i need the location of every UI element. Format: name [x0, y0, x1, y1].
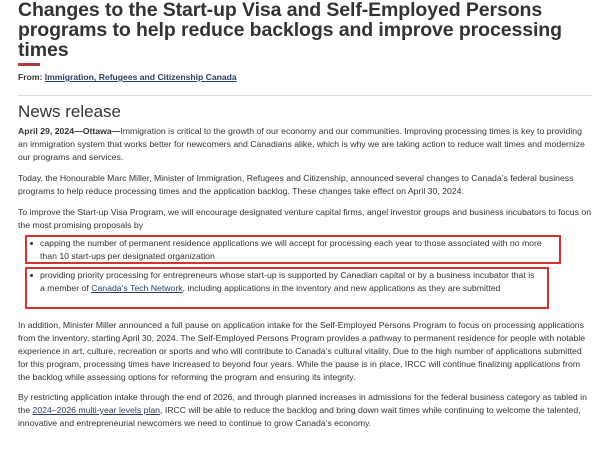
intake-text-a: By restricting application intake through the end of 2026, and through planned increases in admissions for the federal business category as tabled in the: [18, 392, 587, 415]
paragraph-self-employed: In addition, Minister Miller announced a full pause on application intake for the Self-Employed Persons Program to focus on processing applications from the inventory, starting April 30, 2024. The Self-Employed Persons Program provides a pathway to permanent residence for people with notable experience in art, culture, recreation or sports and who will contribute to Canada’s cultural vitality. Due to the high number of applications submitted for this program, processing times have increased to beyond four years. While the pause is in place, IRCC will continue finalizing applications from the backlog while assessing options for reforming the program and ensuring its integrity.: [18, 320, 586, 382]
intro-text: Immigration is critical to the growth of our economy and our communities. Improving processing times is key to providing an immigration system that works better for newcomers and Canadians alike, which is why we are taking action to reduce wait times and modernize our programs and services.: [18, 126, 585, 162]
from-label: From:: [18, 72, 43, 82]
paragraph-startup-visa: To improve the Start-up Visa Program, we will encourage designated venture capital firms, angel investor groups and business incubators to focus on the most promising proposals by: [18, 207, 592, 230]
title-accent-rule: [18, 63, 40, 66]
news-article: [18, 0, 592, 430]
list-item: [30, 237, 550, 263]
tech-network-link[interactable]: Canada’s Tech Network: [91, 283, 183, 293]
levels-plan-link[interactable]: 2024–2026 multi-year levels plan: [32, 405, 160, 415]
from-line: [18, 72, 592, 83]
paragraph-intro: [18, 125, 592, 164]
bullet-icon: [30, 242, 33, 245]
paragraph-announcement: Today, the Honourable Marc Miller, Minister of Immigration, Refugees and Citizenship, announced several changes to Canada’s federal business programs to help reduce processing times and the application backlog. These changes take effect on April 30, 2024.: [18, 173, 574, 196]
page-title: Changes to the Start-up Visa and Self-Employed Persons programs to help reduce backlogs and improve processing times: [18, 0, 562, 61]
bullet-text-1: capping the number of permanent residence applications we will accept for processing each year to those associated with no more than 10 start-ups per designated organization: [40, 238, 542, 261]
bullet-icon: [30, 274, 33, 277]
bullet-text-2b: , including applications in the inventory and new applications as they are submitted: [182, 283, 501, 293]
department-link[interactable]: Immigration, Refugees and Citizenship Canada: [44, 72, 237, 82]
intake-text-b: , IRCC will be able to reduce the backlog and bring down wait times while continuing to welcome the talented, innovative and entrepreneurial newcomers we need to continue to grow Canada’s economy.: [18, 405, 581, 428]
list-item: [30, 269, 538, 295]
paragraph-intake: [18, 391, 592, 430]
divider: [18, 95, 592, 96]
bullet-text-2a: providing priority processing for entrepreneurs whose start-up is supported by Canadian capital or by a business incubator that is a member of: [40, 270, 535, 293]
dateline: April 29, 2024—Ottawa—: [18, 126, 121, 136]
section-heading: News release: [18, 102, 121, 121]
